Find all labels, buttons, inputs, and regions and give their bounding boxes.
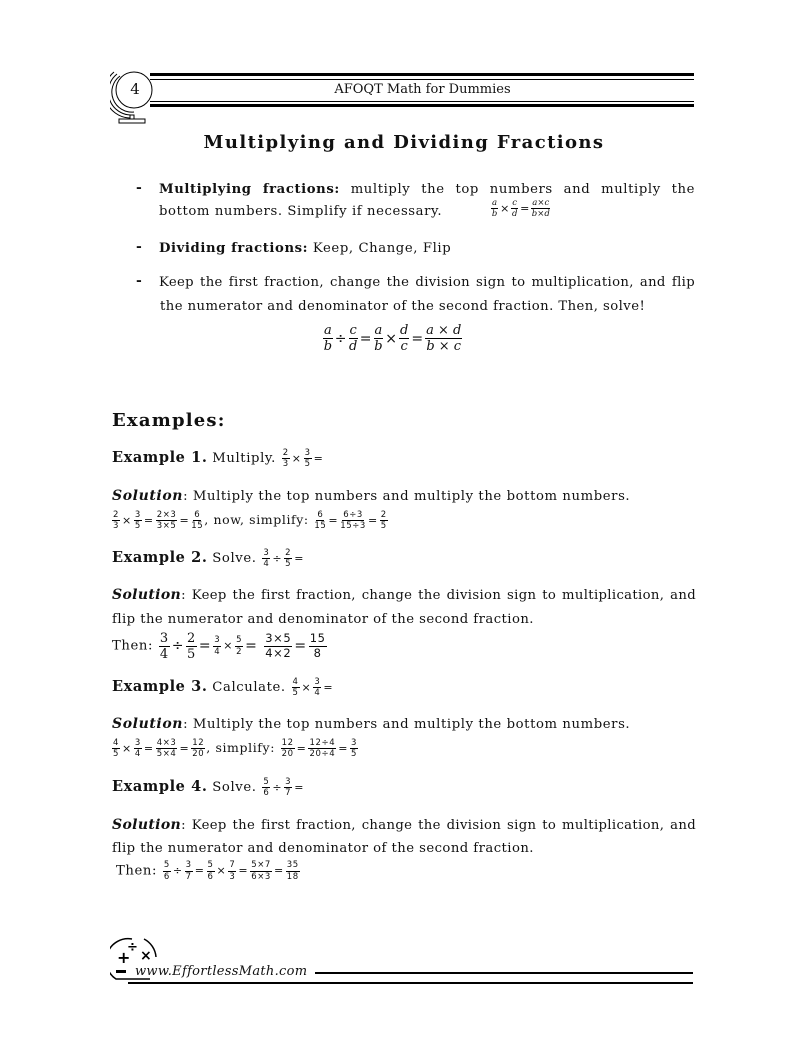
example-label: Example 4.	[112, 778, 208, 795]
numerator: 4	[292, 676, 299, 687]
math-operator: =	[411, 330, 424, 347]
denominator: 3	[282, 459, 289, 469]
bullet-dash: -	[136, 273, 142, 289]
denominator: 4×2	[265, 645, 292, 660]
rule-text: Keep, Change, Flip	[308, 241, 452, 256]
rule-line: the numerator and denominator of the second fraction. Then, solve!	[160, 299, 646, 314]
denominator: 18	[286, 871, 299, 882]
math-operator: =	[194, 864, 205, 877]
denominator: 3	[113, 521, 120, 531]
fraction	[292, 678, 300, 698]
denominator: 5	[292, 688, 299, 698]
fraction	[349, 324, 358, 353]
fraction	[207, 861, 215, 881]
denominator: 5	[113, 749, 120, 759]
denominator: b×d	[531, 209, 550, 219]
fraction	[112, 739, 120, 759]
example-prompt: Solve.	[207, 780, 262, 795]
fraction	[250, 861, 272, 881]
math-operator: =	[296, 741, 307, 755]
fraction	[185, 861, 193, 881]
math-operator: =	[238, 864, 249, 877]
math-operator: ×	[291, 452, 302, 465]
denominator: 20	[192, 749, 205, 759]
math-operator: =	[323, 681, 334, 694]
solution-label: Solution	[112, 716, 184, 732]
numerator: 12÷4	[309, 737, 336, 748]
denominator: 15÷3	[340, 521, 366, 531]
example-prompt: Solve.	[207, 551, 262, 566]
fraction	[323, 324, 333, 353]
fraction	[213, 636, 221, 656]
rule-line: bottom numbers. Simplify if necessary.	[159, 204, 443, 219]
fraction	[314, 511, 326, 531]
solution-text: Solution: Keep the first fraction, change the division sign to multiplication, and	[112, 817, 696, 833]
denominator: 15	[191, 521, 204, 531]
bullet-dash: -	[136, 239, 142, 255]
numerator: 2	[113, 509, 120, 520]
math-operator: ÷	[272, 781, 283, 794]
numerator: c	[349, 323, 357, 338]
numerator: 3	[263, 547, 270, 558]
fraction	[112, 511, 120, 531]
numerator: 6	[194, 509, 201, 520]
fraction	[282, 449, 290, 469]
denominator: d	[511, 209, 518, 219]
fraction	[262, 549, 270, 569]
numerator: 2	[380, 509, 387, 520]
fraction	[284, 549, 292, 569]
math-operator: =	[294, 638, 307, 654]
math-operator: =	[313, 452, 324, 465]
denominator: 4	[159, 646, 169, 662]
math-operator: ×	[223, 639, 234, 652]
numerator: 3	[185, 860, 192, 870]
fraction	[340, 511, 366, 531]
solution-label: Solution	[112, 817, 182, 833]
fraction	[531, 199, 550, 219]
numerator: a×c	[532, 197, 550, 208]
denominator: 4	[314, 688, 321, 698]
examples-heading: Examples:	[112, 410, 226, 431]
numerator: 4	[113, 737, 120, 748]
fraction	[286, 861, 300, 881]
numerator: 2×3	[156, 509, 177, 520]
fraction	[511, 199, 518, 219]
example-label: Example 2.	[112, 549, 208, 566]
denominator: 5	[380, 521, 387, 531]
page-title: Multiplying and Dividing Fractions	[203, 132, 605, 153]
denominator: c	[400, 339, 408, 354]
rule-text: multiply the top numbers and multiply the	[339, 182, 695, 197]
header-rule-bottom-thin	[150, 101, 694, 102]
fraction	[191, 739, 205, 759]
numerator: 2	[285, 547, 292, 558]
fraction	[156, 511, 178, 531]
denominator: 3×5	[156, 521, 177, 531]
header-rule-bottom	[150, 104, 694, 107]
fraction	[134, 739, 142, 759]
math-operator: ×	[122, 741, 132, 755]
numerator: d	[400, 323, 409, 338]
denominator: 5×4	[156, 749, 177, 759]
denominator: 6	[263, 788, 270, 798]
denominator: 3	[229, 871, 236, 882]
fraction	[399, 324, 409, 353]
numerator: c	[512, 197, 518, 208]
solution-work: Then: $\frac{3}{4}$ ÷ $\frac{2}{5}$ = $\frac{3}{4}$ × $\frac{5}{2}$ = $\frac{3\times 5}{4\times 2}$ = $\frac{15}{8}$	[112, 630, 326, 662]
numerator: 3	[134, 737, 141, 748]
numerator: 3×5	[265, 631, 292, 645]
denominator: 4	[263, 559, 270, 569]
numerator: 3	[159, 630, 169, 646]
denominator: 5	[351, 749, 358, 759]
fraction	[186, 632, 197, 661]
svg-text:×: ×	[140, 948, 152, 964]
fraction	[308, 739, 336, 759]
header-rule-top	[150, 73, 694, 76]
numerator: 4×3	[156, 737, 177, 748]
solution-label: Solution	[112, 587, 182, 603]
rule-label: Dividing fractions:	[159, 241, 309, 256]
example-question	[112, 446, 324, 470]
numerator: 3	[134, 509, 141, 520]
example-question	[112, 775, 305, 799]
math-operator: =	[143, 741, 154, 755]
fraction	[235, 636, 243, 656]
denominator: 5	[285, 559, 292, 569]
numerator: 2	[187, 630, 196, 646]
numerator: a	[492, 197, 498, 208]
math-operator: ×	[122, 513, 132, 527]
solution-work: $\frac{4}{5}$ × $\frac{3}{4}$ = $\frac{4\times 3}{5\times 4}$ = $\frac{12}{20}$ , simplify: $\frac{12}{20}$ = $\frac{12\div 4}{20\div 4}$ = $\frac{3}{5}$	[113, 737, 358, 759]
denominator: 6	[163, 871, 170, 882]
math-operator: =	[143, 513, 154, 527]
math-operator: ÷	[272, 552, 283, 565]
math-operator: ÷	[172, 864, 183, 877]
math-operator: =	[179, 741, 190, 755]
numerator: 3	[304, 447, 311, 458]
numerator: 5	[207, 860, 214, 870]
numerator: 6÷3	[343, 509, 363, 520]
fraction	[191, 511, 203, 531]
denominator: 6×3	[251, 871, 271, 882]
fraction	[304, 449, 312, 469]
denominator: 4	[134, 749, 141, 759]
math-operator: =	[294, 781, 305, 794]
denominator: b	[374, 339, 383, 354]
solution-text: Solution: Multiply the top numbers and multiply the bottom numbers.	[112, 716, 631, 732]
fraction	[350, 739, 358, 759]
math-operator: =	[273, 864, 284, 877]
denominator: 20	[281, 749, 294, 759]
numerator: 5	[236, 635, 243, 645]
numerator: 2	[282, 447, 289, 458]
header-rule-top-thin	[150, 79, 694, 80]
denominator: 7	[185, 871, 192, 882]
fraction	[491, 199, 498, 219]
math-operator: ÷	[171, 638, 185, 654]
denominator: 6	[207, 871, 214, 882]
denominator: b × c	[426, 339, 462, 354]
math-operator: =	[328, 513, 339, 527]
math-operator: =	[338, 741, 349, 755]
fraction	[281, 739, 295, 759]
numerator: 15	[309, 631, 326, 645]
svg-text:+: +	[117, 948, 131, 967]
footer-url[interactable]: www.EffortlessMath.com	[135, 964, 308, 979]
numerator: 35	[286, 860, 299, 870]
numerator: 12	[281, 737, 294, 748]
fraction	[264, 633, 292, 659]
numerator: 5×7	[251, 860, 271, 870]
denominator: 4	[214, 646, 221, 657]
denominator: d	[348, 339, 358, 354]
bullet-dash: -	[136, 180, 142, 196]
solution-label: Solution	[112, 488, 184, 504]
fraction	[380, 511, 388, 531]
fraction	[156, 739, 178, 759]
example-label: Example 1.	[112, 449, 208, 466]
fraction	[134, 511, 142, 531]
math-operator: =	[520, 202, 530, 215]
numerator: 12	[192, 737, 205, 748]
book-title: AFOQT Math for Dummies	[334, 82, 511, 97]
numerator: 3	[285, 776, 292, 787]
math-operator: =	[198, 638, 212, 654]
math-operator: ×	[500, 202, 510, 215]
fraction	[374, 324, 384, 353]
denominator: b	[323, 339, 333, 354]
math-operator: =	[245, 638, 258, 654]
rule-line	[159, 237, 451, 260]
math-operator: ×	[216, 864, 227, 877]
solution-text: flip the numerator and denominator of the second fraction.	[112, 841, 534, 856]
denominator: 20÷4	[309, 749, 336, 759]
rule-line	[159, 178, 695, 201]
denominator: 2	[236, 646, 243, 657]
math-operator: =	[294, 552, 305, 565]
numerator: a	[324, 323, 332, 338]
fraction	[262, 778, 270, 798]
formula-multiply	[490, 198, 551, 219]
math-operator: =	[359, 330, 372, 347]
fraction	[228, 861, 236, 881]
denominator: b	[491, 209, 498, 219]
fraction	[163, 861, 171, 881]
footer-rule-top	[315, 972, 693, 974]
math-operator: ×	[385, 330, 398, 347]
math-operator: ×	[301, 681, 312, 694]
denominator: 15	[314, 521, 327, 531]
example-label: Example 3.	[112, 678, 208, 695]
formula-divide	[322, 324, 463, 353]
fraction	[313, 678, 321, 698]
math-operator: =	[179, 513, 190, 527]
fraction	[284, 778, 292, 798]
numerator: 5	[263, 776, 270, 787]
numerator: 7	[229, 860, 236, 870]
solution-text: Solution: Keep the first fraction, change the division sign to multiplication, and	[112, 587, 696, 603]
example-prompt: Multiply.	[207, 451, 281, 466]
math-operator: ÷	[334, 330, 347, 347]
numerator: 6	[317, 509, 324, 520]
numerator: 5	[163, 860, 170, 870]
svg-text:÷: ÷	[127, 940, 138, 955]
fraction	[159, 632, 170, 661]
denominator: 7	[285, 788, 292, 798]
fraction	[309, 633, 327, 659]
numerator: 3	[214, 635, 221, 645]
denominator: 5	[187, 646, 196, 662]
numerator: a	[374, 323, 383, 338]
solution-work: Then: $\frac{5}{6}$ ÷ $\frac{3}{7}$ = $\frac{5}{6}$ × $\frac{7}{3}$ = $\frac{5\times 7}{6\times 3}$ = $\frac{35}{18}$	[116, 860, 299, 882]
page-number: 4	[130, 80, 140, 98]
numerator: a × d	[426, 323, 462, 338]
example-prompt: Calculate.	[207, 680, 291, 695]
rule-line: Keep the first fraction, change the division sign to multiplication, and flip	[159, 275, 695, 290]
example-question	[112, 675, 334, 699]
solution-text: Solution: Multiply the top numbers and multiply the bottom numbers.	[112, 488, 631, 504]
denominator: 5	[134, 521, 141, 531]
example-question	[112, 546, 305, 570]
footer-rule-bottom	[128, 982, 693, 984]
fraction	[425, 324, 462, 353]
numerator: 3	[351, 737, 358, 748]
solution-work: $\frac{2}{3}$ × $\frac{3}{5}$ = $\frac{2\times 3}{3\times 5}$ = $\frac{6}{15}$ , now, simplify: $\frac{6}{15}$ = $\frac{6\div 3}{15\div 3}$ = $\frac{2}{5}$	[113, 509, 387, 531]
solution-text: flip the numerator and denominator of the second fraction.	[112, 612, 534, 627]
rule-label: Multiplying fractions:	[159, 182, 340, 197]
denominator: 5	[304, 459, 311, 469]
denominator: 8	[313, 645, 322, 660]
math-operator: =	[367, 513, 378, 527]
numerator: 3	[314, 676, 321, 687]
